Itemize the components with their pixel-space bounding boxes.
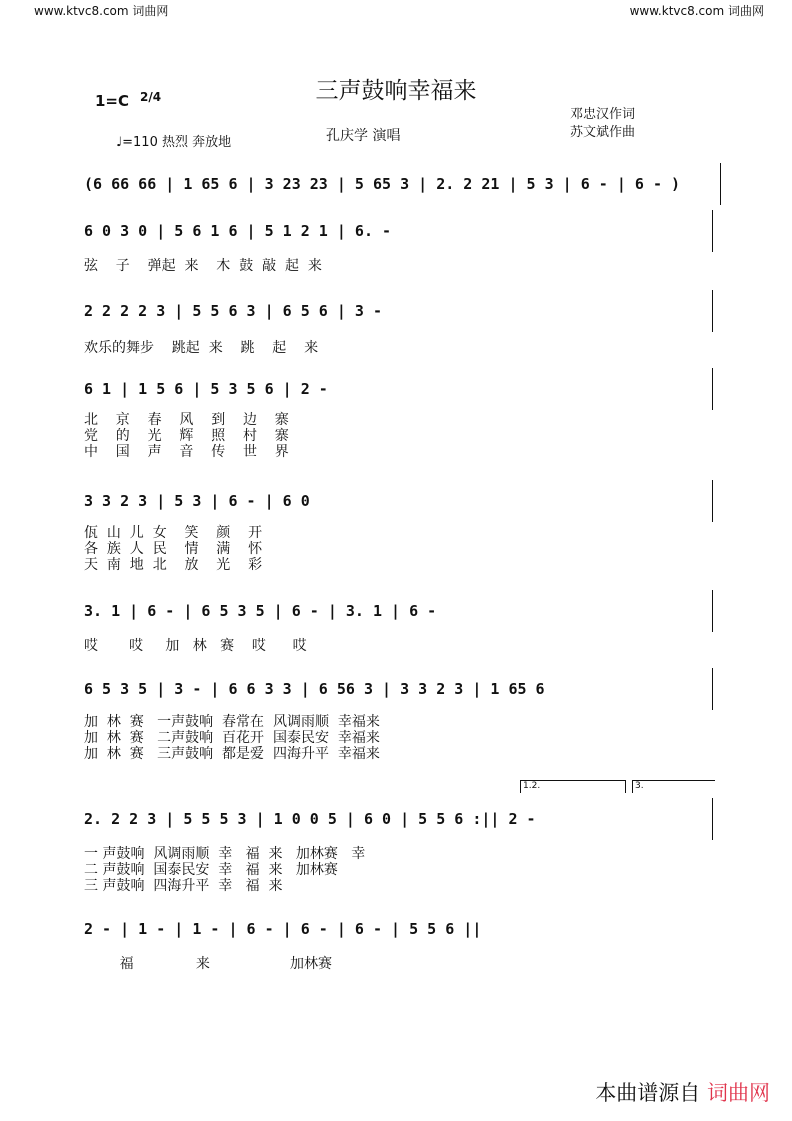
barline bbox=[712, 798, 713, 840]
volta-label: 3. bbox=[635, 781, 644, 791]
lyric-line: 一 声鼓响 风调雨顺 幸 福 来 加林赛 幸 bbox=[84, 846, 366, 862]
notation-line: 6 0 3 0 | 5 6 1 6 | 5 1 2 1 | 6. - bbox=[84, 222, 392, 240]
lyric-line: 欢乐的舞步 跳起 来 跳 起 来 bbox=[84, 340, 319, 356]
lyricist-credit: 邓忠汉作词 bbox=[570, 107, 636, 122]
barline bbox=[712, 480, 713, 522]
barline bbox=[720, 163, 721, 205]
barline bbox=[712, 290, 713, 332]
volta-bracket-second bbox=[632, 780, 715, 793]
lyric-line: 中 国 声 音 传 世 界 bbox=[84, 444, 289, 460]
footer-brand-link[interactable]: 词曲网 bbox=[707, 1081, 770, 1105]
composer-credit: 苏文斌作曲 bbox=[570, 125, 636, 140]
lyric-line: 北 京 春 风 到 边 寨 bbox=[84, 412, 289, 428]
notation-line: 6 5 3 5 | 3 - | 6 6 3 3 | 6 56 3 | 3 3 2 3 | 1 65 6 bbox=[84, 680, 545, 698]
notation-line: 2. 2 2 3 | 5 5 5 3 | 1 0 0 5 | 6 0 | 5 5 6 :|| 2 - bbox=[84, 810, 536, 828]
barline bbox=[712, 590, 713, 632]
barline bbox=[712, 668, 713, 710]
key-signature: 1=C bbox=[95, 92, 130, 110]
lyric-line: 二 声鼓响 国泰民安 幸 福 来 加林赛 bbox=[84, 862, 338, 878]
lyric-line: 党 的 光 辉 照 村 寨 bbox=[84, 428, 289, 444]
lyric-line: 三 声鼓响 四海升平 幸 福 来 bbox=[84, 878, 283, 894]
barline bbox=[712, 368, 713, 410]
volta-bracket-first bbox=[520, 780, 626, 793]
notation-line: 6 1 | 1 5 6 | 5 3 5 6 | 2 - bbox=[84, 380, 328, 398]
lyric-line: 弦 子 弹起 来 木 鼓 敲 起 来 bbox=[84, 258, 322, 274]
source-footer bbox=[595, 1077, 770, 1107]
lyric-line: 天 南 地 北 放 光 彩 bbox=[84, 557, 263, 573]
watermark-right: www.ktvc8.com 词曲网 bbox=[629, 4, 764, 18]
lyric-line: 福 来 加林赛 bbox=[84, 956, 333, 972]
lyric-line: 哎 哎 加 林 赛 哎 哎 bbox=[84, 638, 307, 654]
notation-line: 2 2 2 2 3 | 5 5 6 3 | 6 5 6 | 3 - bbox=[84, 302, 383, 320]
volta-label: 1.2. bbox=[523, 781, 541, 791]
barline bbox=[712, 210, 713, 252]
lyric-line: 加 林 赛 一声鼓响 春常在 风调雨顺 幸福来 bbox=[84, 714, 380, 730]
footer-prefix: 本曲谱源自 bbox=[595, 1081, 701, 1105]
singer-credit: 孔庆学 演唱 bbox=[326, 128, 401, 144]
notation-line: (6 66 66 | 1 65 6 | 3 23 23 | 5 65 3 | 2. 2 21 | 5 3 | 6 - | 6 - ) bbox=[84, 175, 681, 193]
watermark-left: www.ktvc8.com 词曲网 bbox=[34, 4, 169, 18]
lyric-line: 佤 山 儿 女 笑 颜 开 bbox=[84, 525, 263, 541]
notation-line: 2 - | 1 - | 1 - | 6 - | 6 - | 6 - | 5 5 6 || bbox=[84, 920, 482, 938]
song-title: 三声鼓响幸福来 bbox=[315, 78, 477, 104]
notation-line: 3 3 2 3 | 5 3 | 6 - | 6 0 bbox=[84, 492, 310, 510]
notation-line: 3. 1 | 6 - | 6 5 3 5 | 6 - | 3. 1 | 6 - bbox=[84, 602, 437, 620]
lyric-line: 加 林 赛 三声鼓响 都是爱 四海升平 幸福来 bbox=[84, 746, 380, 762]
lyric-line: 加 林 赛 二声鼓响 百花开 国泰民安 幸福来 bbox=[84, 730, 380, 746]
lyric-line: 各 族 人 民 情 满 怀 bbox=[84, 541, 263, 557]
time-signature: 2/4 bbox=[140, 90, 162, 104]
tempo-marking: ♩=110 热烈 奔放地 bbox=[116, 135, 232, 150]
